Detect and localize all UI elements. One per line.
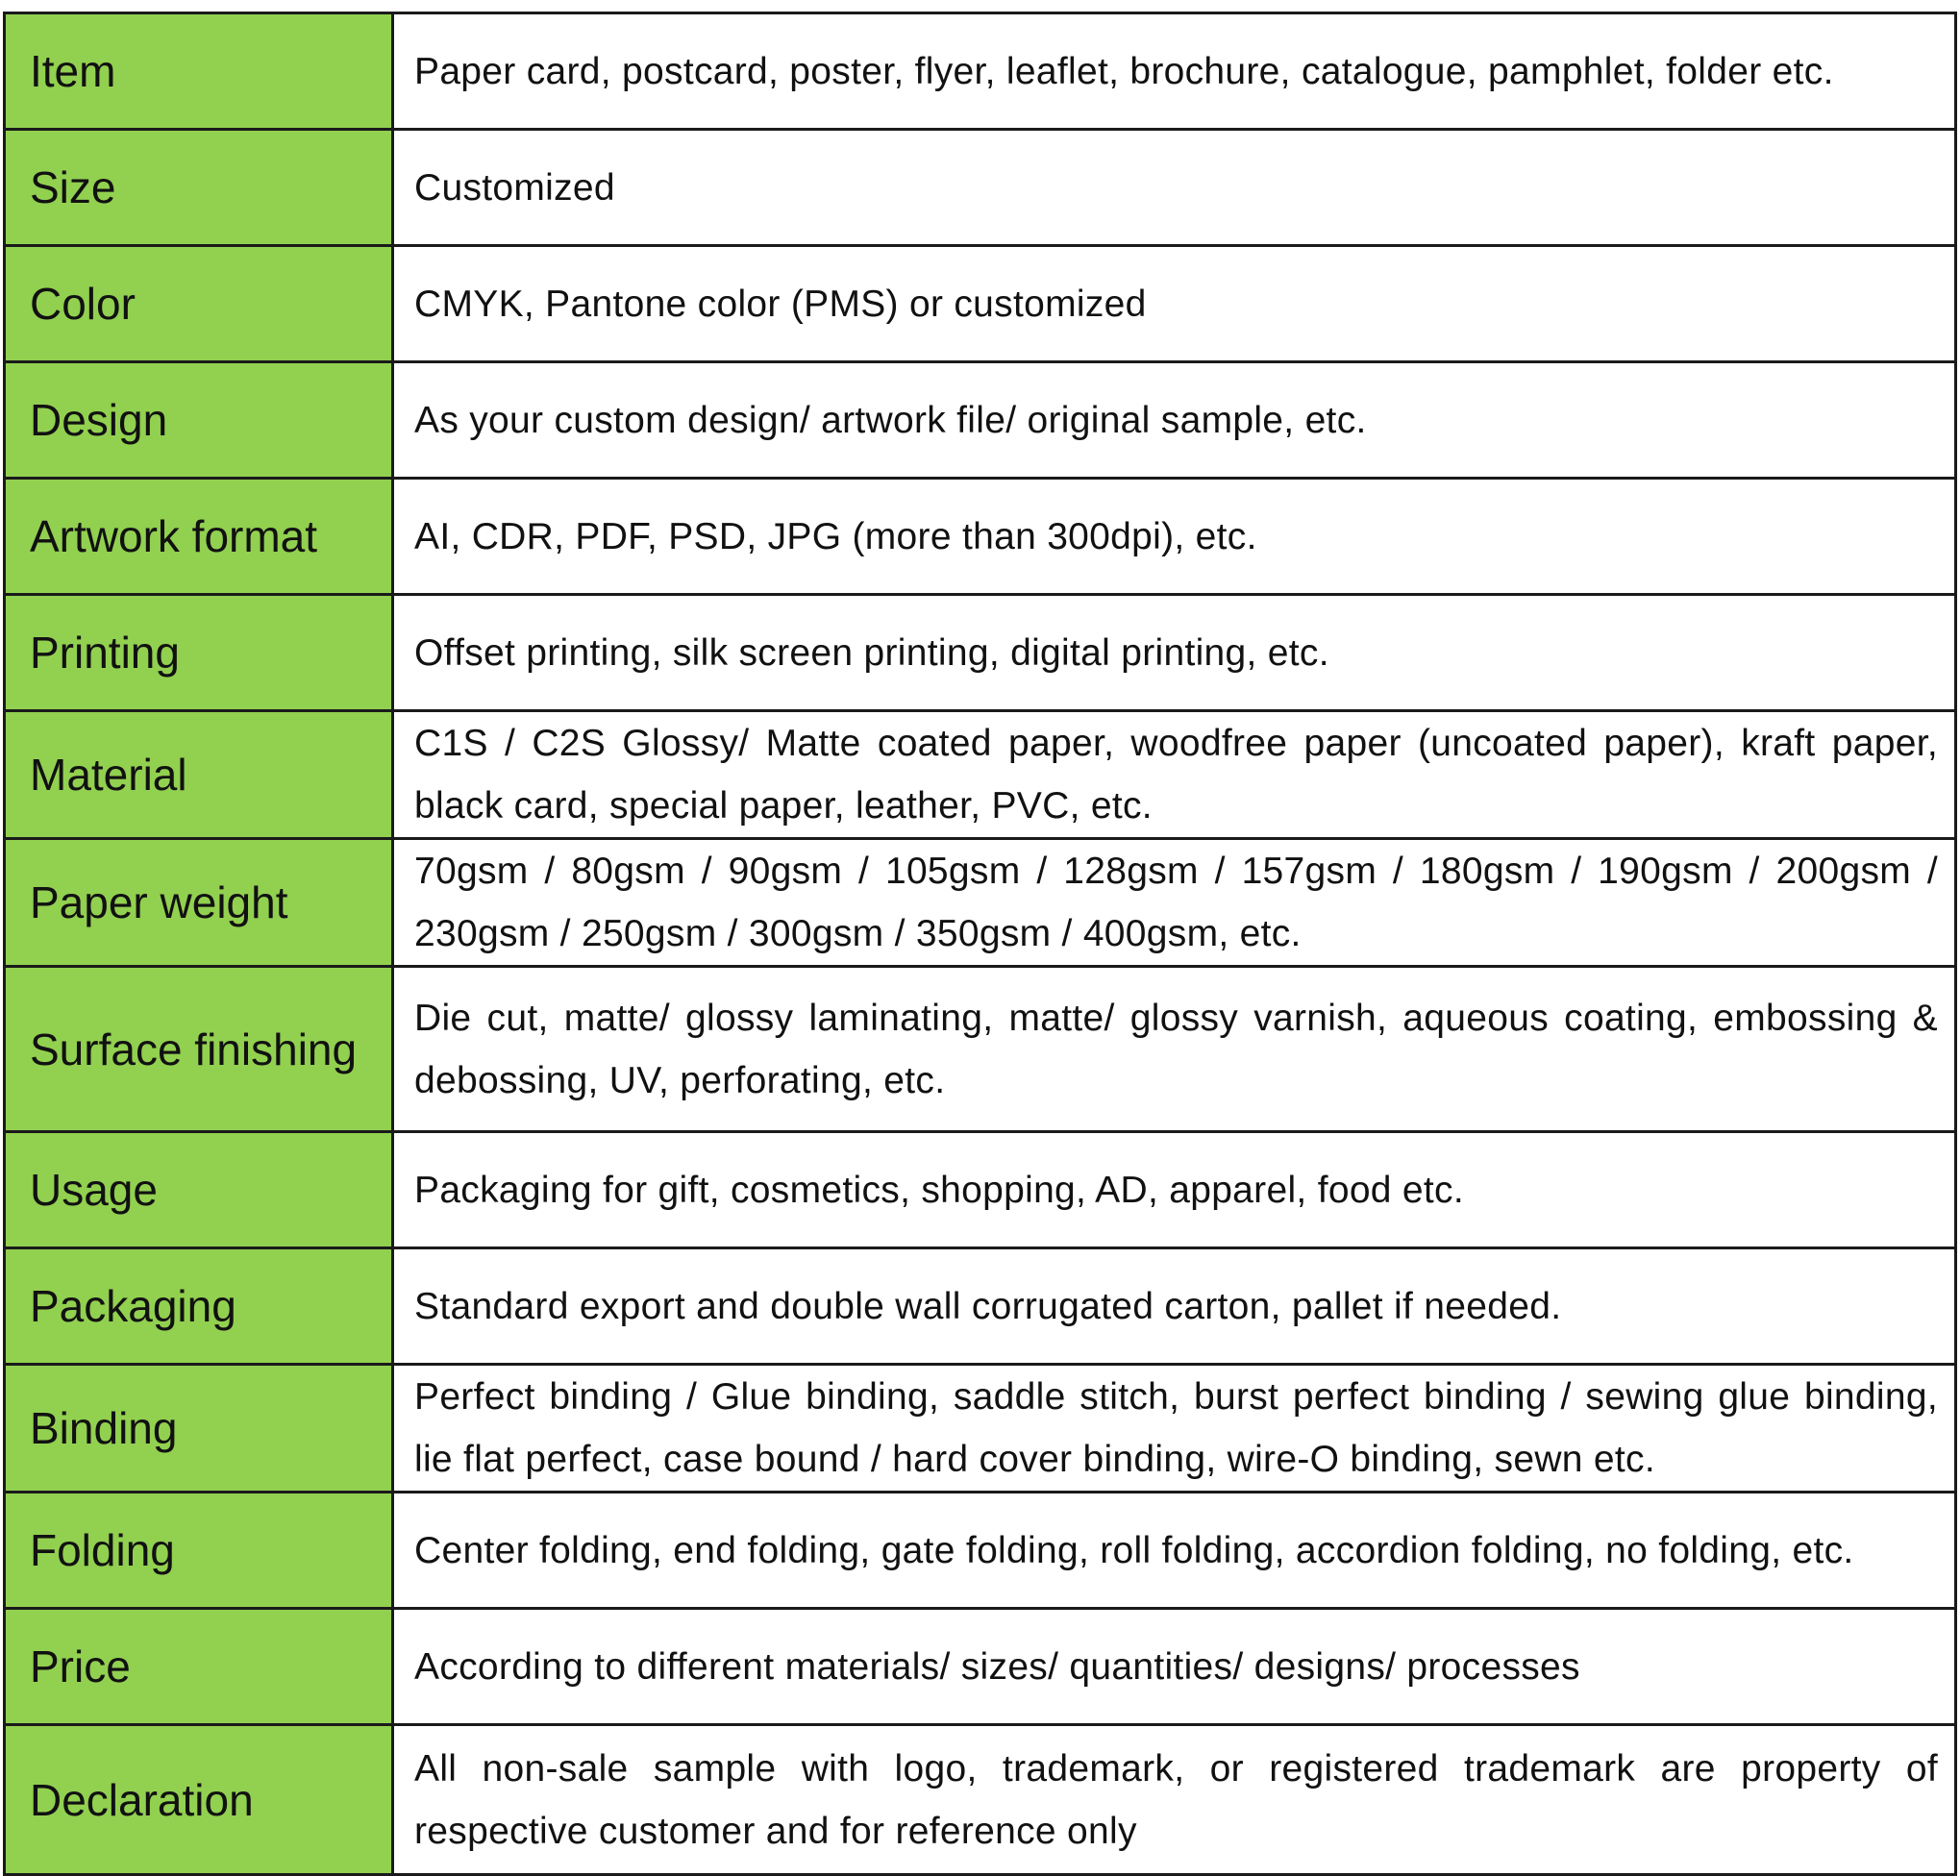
table-row	[5, 1493, 1956, 1609]
table-row	[5, 362, 1956, 479]
row-value-declaration: All non-sale sample with logo, trademark, or registered trademark are property of respective customer and for reference only	[393, 1725, 1956, 1875]
table-row	[5, 130, 1956, 246]
table-row	[5, 595, 1956, 711]
row-value-size: Customized	[393, 130, 1956, 246]
row-value-item: Paper card, postcard, poster, flyer, leaflet, brochure, catalogue, pamphlet, folder etc.	[393, 13, 1956, 130]
row-value-folding: Center folding, end folding, gate folding, roll folding, accordion folding, no folding, etc.	[393, 1493, 1956, 1609]
row-value-printing: Offset printing, silk screen printing, digital printing, etc.	[393, 595, 1956, 711]
row-label-printing: Printing	[5, 595, 393, 711]
row-value-color: CMYK, Pantone color (PMS) or customized	[393, 246, 1956, 362]
row-value-material: C1S / C2S Glossy/ Matte coated paper, woodfree paper (uncoated paper), kraft paper, black card, special paper, leather, PVC, etc.	[393, 711, 1956, 839]
table-row	[5, 1132, 1956, 1248]
row-value-paper-weight: 70gsm / 80gsm / 90gsm / 105gsm / 128gsm / 157gsm / 180gsm / 190gsm / 200gsm / 230gsm / 250gsm / 300gsm / 350gsm / 400gsm, etc.	[393, 839, 1956, 967]
row-label-folding: Folding	[5, 1493, 393, 1609]
product-spec-table	[3, 12, 1957, 1876]
row-label-item: Item	[5, 13, 393, 130]
row-value-usage: Packaging for gift, cosmetics, shopping, AD, apparel, food etc.	[393, 1132, 1956, 1248]
row-label-packaging: Packaging	[5, 1248, 393, 1365]
table-row	[5, 1248, 1956, 1365]
row-label-color: Color	[5, 246, 393, 362]
row-label-paper-weight: Paper weight	[5, 839, 393, 967]
row-label-usage: Usage	[5, 1132, 393, 1248]
row-label-artwork-format: Artwork format	[5, 479, 393, 595]
row-value-design: As your custom design/ artwork file/ original sample, etc.	[393, 362, 1956, 479]
table-row	[5, 1365, 1956, 1493]
table-row	[5, 839, 1956, 967]
row-value-artwork-format: AI, CDR, PDF, PSD, JPG (more than 300dpi), etc.	[393, 479, 1956, 595]
table-row	[5, 479, 1956, 595]
table-row	[5, 967, 1956, 1132]
row-label-declaration: Declaration	[5, 1725, 393, 1875]
table-row	[5, 1609, 1956, 1725]
table-row	[5, 1725, 1956, 1875]
table-row	[5, 246, 1956, 362]
row-value-surface-finishing: Die cut, matte/ glossy laminating, matte/ glossy varnish, aqueous coating, embossing & debossing, UV, perforating, etc.	[393, 967, 1956, 1132]
row-value-packaging: Standard export and double wall corrugated carton, pallet if needed.	[393, 1248, 1956, 1365]
row-label-binding: Binding	[5, 1365, 393, 1493]
table-row	[5, 711, 1956, 839]
row-value-price: According to different materials/ sizes/ quantities/ designs/ processes	[393, 1609, 1956, 1725]
row-label-size: Size	[5, 130, 393, 246]
row-label-design: Design	[5, 362, 393, 479]
table-row	[5, 13, 1956, 130]
row-label-surface-finishing: Surface finishing	[5, 967, 393, 1132]
row-label-material: Material	[5, 711, 393, 839]
row-value-binding: Perfect binding / Glue binding, saddle stitch, burst perfect binding / sewing glue binding, lie flat perfect, case bound / hard cover binding, wire-O binding, sewn etc.	[393, 1365, 1956, 1493]
row-label-price: Price	[5, 1609, 393, 1725]
